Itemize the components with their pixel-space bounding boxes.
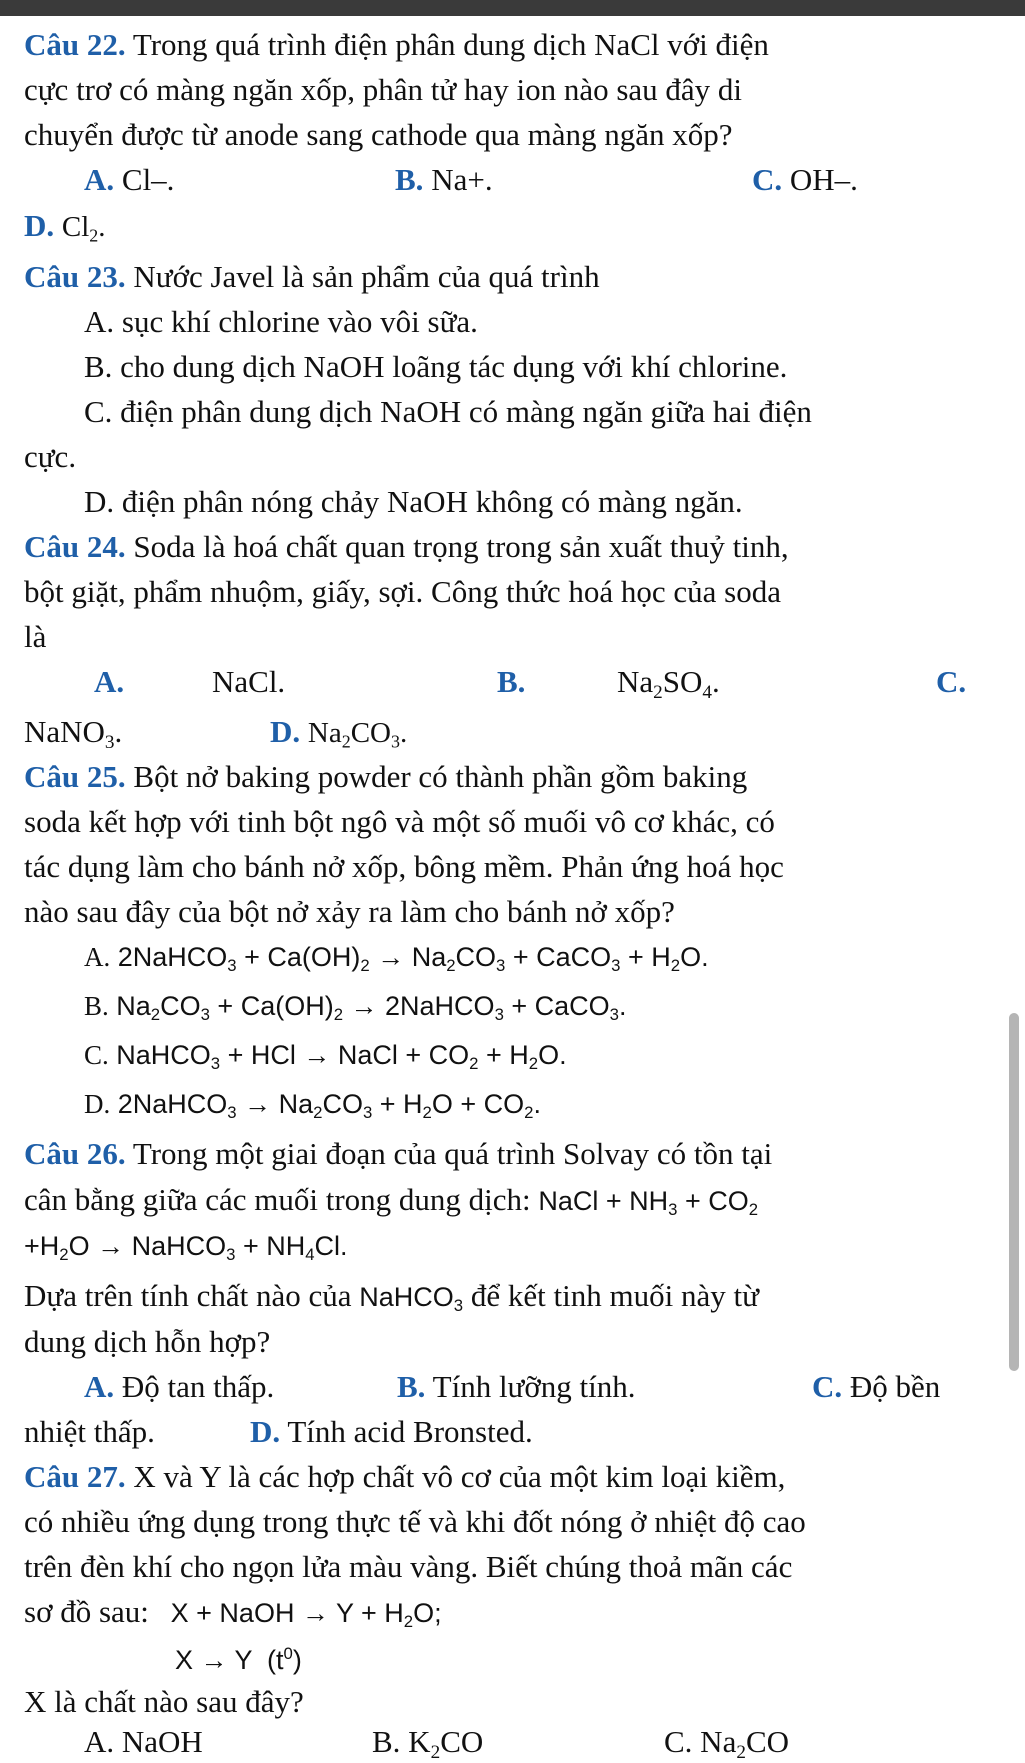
q25-option-c: C. NaHCO$_3$ + HCl → NaCl + $CO_2 + H_2O$. bbox=[84, 1040, 567, 1074]
q26-line-5: dung dịch hỗn hợp? bbox=[24, 1324, 271, 1359]
q23-option-d: D. điện phân nóng chảy NaOH không có màng ngăn. bbox=[84, 484, 743, 519]
q22-line-3: chuyển được từ anode sang cathode qua màng ngăn xốp? bbox=[24, 117, 733, 152]
q27-line-5: X → Y $(t^0)$ bbox=[175, 1643, 302, 1675]
q26-option-d: D. Tính acid Bronsted. bbox=[250, 1414, 533, 1449]
q26-line-3: $+H_2O$ → NaHCO$_3$ + $NH_4Cl$. bbox=[24, 1231, 348, 1265]
q26-line-4: Dựa trên tính chất nào của NaHCO$_3$ để kết tinh muối này từ bbox=[24, 1278, 759, 1316]
q25-option-d: D. 2NaHCO$_3$ → $Na_2CO_3 + H_2O + CO_2$. bbox=[84, 1089, 541, 1123]
q27-line-3: trên đèn khí cho ngọn lửa màu vàng. Biết chúng thoả mãn các bbox=[24, 1549, 793, 1584]
q27-options-cut-off: A. NaOH B. $K_2CO$ C. $Na_2CO$ bbox=[84, 1724, 790, 1763]
q25-line-4: nào sau đây của bột nở xảy ra làm cho bánh nở xốp? bbox=[24, 894, 675, 929]
q25-option-a: A. 2NaHCO$_3$ + $Ca(OH)_2 \to Na_2CO_3$ + CaCO$_3$ + $H_2O$. bbox=[84, 942, 709, 976]
q23-option-b: B. cho dung dịch NaOH loãng tác dụng với khí chlorine. bbox=[84, 349, 788, 384]
q25-option-b: B. $Na_2CO_3 + Ca(OH)_2$ → 2NaHCO$_3$ + CaCO$_3$. bbox=[84, 991, 627, 1025]
q26-option-a: A. Độ tan thấp. bbox=[84, 1369, 275, 1404]
q26-option-b: B. Tính lưỡng tính. bbox=[397, 1369, 636, 1404]
q25-line-3: tác dụng làm cho bánh nở xốp, bông mềm. Phản ứng hoá học bbox=[24, 849, 784, 884]
q24-option-b: $Na_2SO_4$. bbox=[617, 664, 720, 703]
q24-option-a-label: A. bbox=[94, 664, 125, 699]
q26-option-c: C. Độ bền bbox=[812, 1369, 941, 1404]
q24-option-d: D. $Na_2CO_3$. bbox=[270, 714, 408, 752]
q22-option-b: B. Na+. bbox=[395, 162, 493, 197]
q23-option-c-cont: cực. bbox=[24, 439, 77, 474]
q26-line-2: cân bằng giữa các muối trong dung dịch: NaCl + $NH_3 + CO_2$ bbox=[24, 1182, 759, 1220]
q26-label: Câu 26. bbox=[24, 1136, 126, 1171]
q25-label: Câu 25. bbox=[24, 759, 126, 794]
q24-line-2: bột giặt, phẩm nhuộm, giấy, sợi. Công thức hoá học của soda bbox=[24, 574, 781, 609]
q22-option-a: A. Cl–. bbox=[84, 162, 175, 197]
q22-text-1: Trong quá trình điện phân dung dịch NaCl với điện bbox=[132, 27, 769, 62]
q22-option-c: C. OH–. bbox=[752, 162, 858, 197]
q27-line-1: Câu 27. X và Y là các hợp chất vô cơ của một kim loại kiềm, bbox=[24, 1459, 786, 1494]
q27-line-2: có nhiều ứng dụng trong thực tế và khi đốt nóng ở nhiệt độ cao bbox=[24, 1504, 806, 1539]
q23-option-c: C. điện phân dung dịch NaOH có màng ngăn giữa hai điện bbox=[84, 394, 812, 429]
q23-line-1: Câu 23. Nước Javel là sản phẩm của quá trình bbox=[24, 259, 600, 294]
q26-line-1: Câu 26. Trong một giai đoạn của quá trình Solvay có tồn tại bbox=[24, 1136, 773, 1171]
scrollbar-thumb[interactable] bbox=[1009, 1013, 1019, 1371]
q24-label: Câu 24. bbox=[24, 529, 126, 564]
q23-option-a: A. sục khí chlorine vào vôi sữa. bbox=[84, 304, 478, 339]
q24-option-a: NaCl. bbox=[212, 664, 286, 699]
q22-line-2: cực trơ có màng ngăn xốp, phân tử hay ion nào sau đây di bbox=[24, 72, 743, 107]
q27-line-6: X là chất nào sau đây? bbox=[24, 1684, 304, 1719]
q27-label: Câu 27. bbox=[24, 1459, 126, 1494]
q25-line-2: soda kết hợp với tinh bột ngô và một số muối vô cơ khác, có bbox=[24, 804, 775, 839]
q22-line-1 bbox=[24, 25, 769, 65]
q26-option-c-cont: nhiệt thấp. bbox=[24, 1414, 155, 1449]
q24-option-b-label: B. bbox=[497, 664, 526, 699]
q25-line-1: Câu 25. Bột nở baking powder có thành phần gồm baking bbox=[24, 759, 748, 794]
q22-option-d: D. $Cl_2$. bbox=[24, 208, 106, 246]
q23-label: Câu 23. bbox=[24, 259, 126, 294]
q22-label: Câu 22. bbox=[24, 27, 126, 62]
q27-line-4: sơ đồ sau: X + NaOH → $Y + H_2O$; bbox=[24, 1594, 442, 1632]
q24-line-3: là bbox=[24, 619, 47, 654]
q24-line-1: Câu 24. Soda là hoá chất quan trọng trong sản xuất thuỷ tinh, bbox=[24, 529, 789, 564]
top-toolbar-strip bbox=[0, 0, 1025, 16]
q24-option-c-label: C. bbox=[936, 664, 967, 699]
q24-option-c: NaNO$_3$. bbox=[24, 714, 123, 753]
